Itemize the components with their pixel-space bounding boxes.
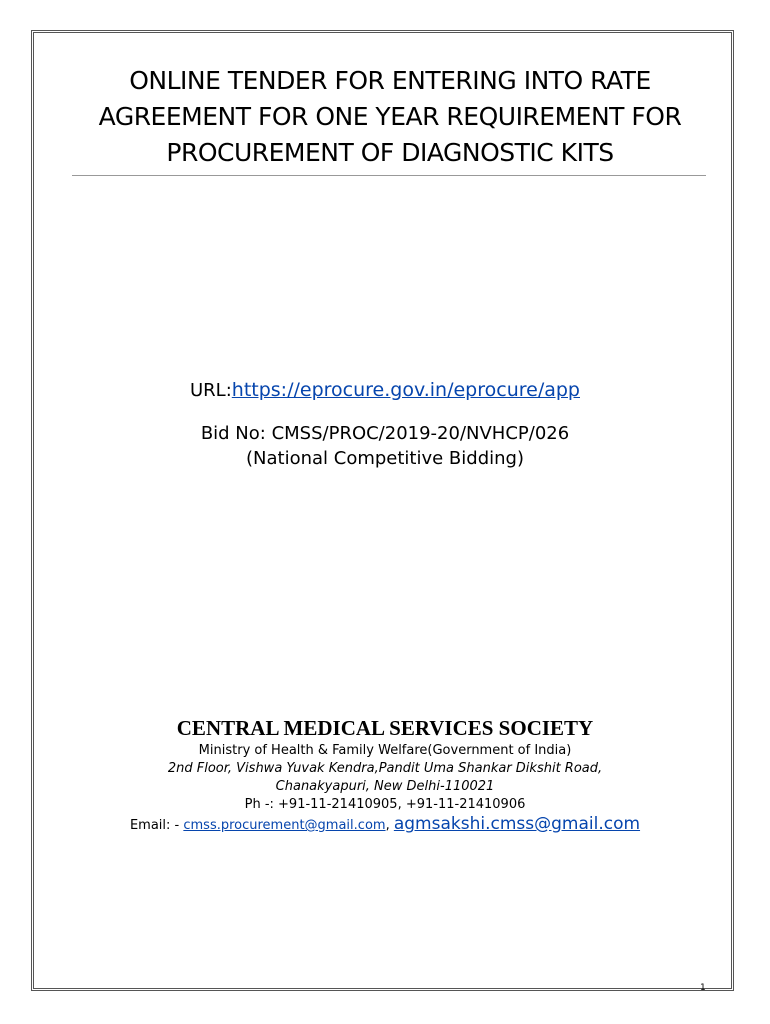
url-label: URL: <box>190 380 232 401</box>
email-separator: , <box>385 818 390 833</box>
organization-name: CENTRAL MEDICAL SERVICES SOCIETY <box>176 716 594 740</box>
bid-number: Bid No: CMSS/PROC/2019-20/NVHCP/026 <box>200 423 570 444</box>
ministry-line: Ministry of Health & Family Welfare(Government of India) <box>198 743 572 758</box>
title-line-3: PROCUREMENT OF DIAGNOSTIC KITS <box>166 138 614 167</box>
title-line-2: AGREEMENT FOR ONE YEAR REQUIREMENT FOR <box>98 102 682 131</box>
phone-line: Ph -: +91-11-21410905, +91-11-21410906 <box>244 797 526 812</box>
email-label: Email: - <box>129 818 180 833</box>
organization-details <box>0 742 770 814</box>
email-link-procurement[interactable]: cmss.procurement@gmail.com <box>183 818 386 833</box>
address-line-2: Chanakyapuri, New Delhi-110021 <box>275 779 495 794</box>
email-link-agmsakshi[interactable]: agmsakshi.cmss@gmail.com <box>393 814 641 834</box>
title-line-1: ONLINE TENDER FOR ENTERING INTO RATE <box>129 66 651 95</box>
url-line <box>0 379 770 401</box>
title-divider <box>72 175 706 176</box>
page-number: 1 <box>700 983 706 993</box>
bid-block <box>0 421 770 471</box>
email-line <box>0 814 770 834</box>
eprocure-url-link[interactable]: https://eprocure.gov.in/eprocure/app <box>231 379 580 401</box>
tender-title <box>70 63 710 171</box>
address-line-1: 2nd Floor, Vishwa Yuvak Kendra,Pandit Uma Shankar Dikshit Road, <box>167 761 603 776</box>
bid-type: (National Competitive Bidding) <box>246 448 524 469</box>
